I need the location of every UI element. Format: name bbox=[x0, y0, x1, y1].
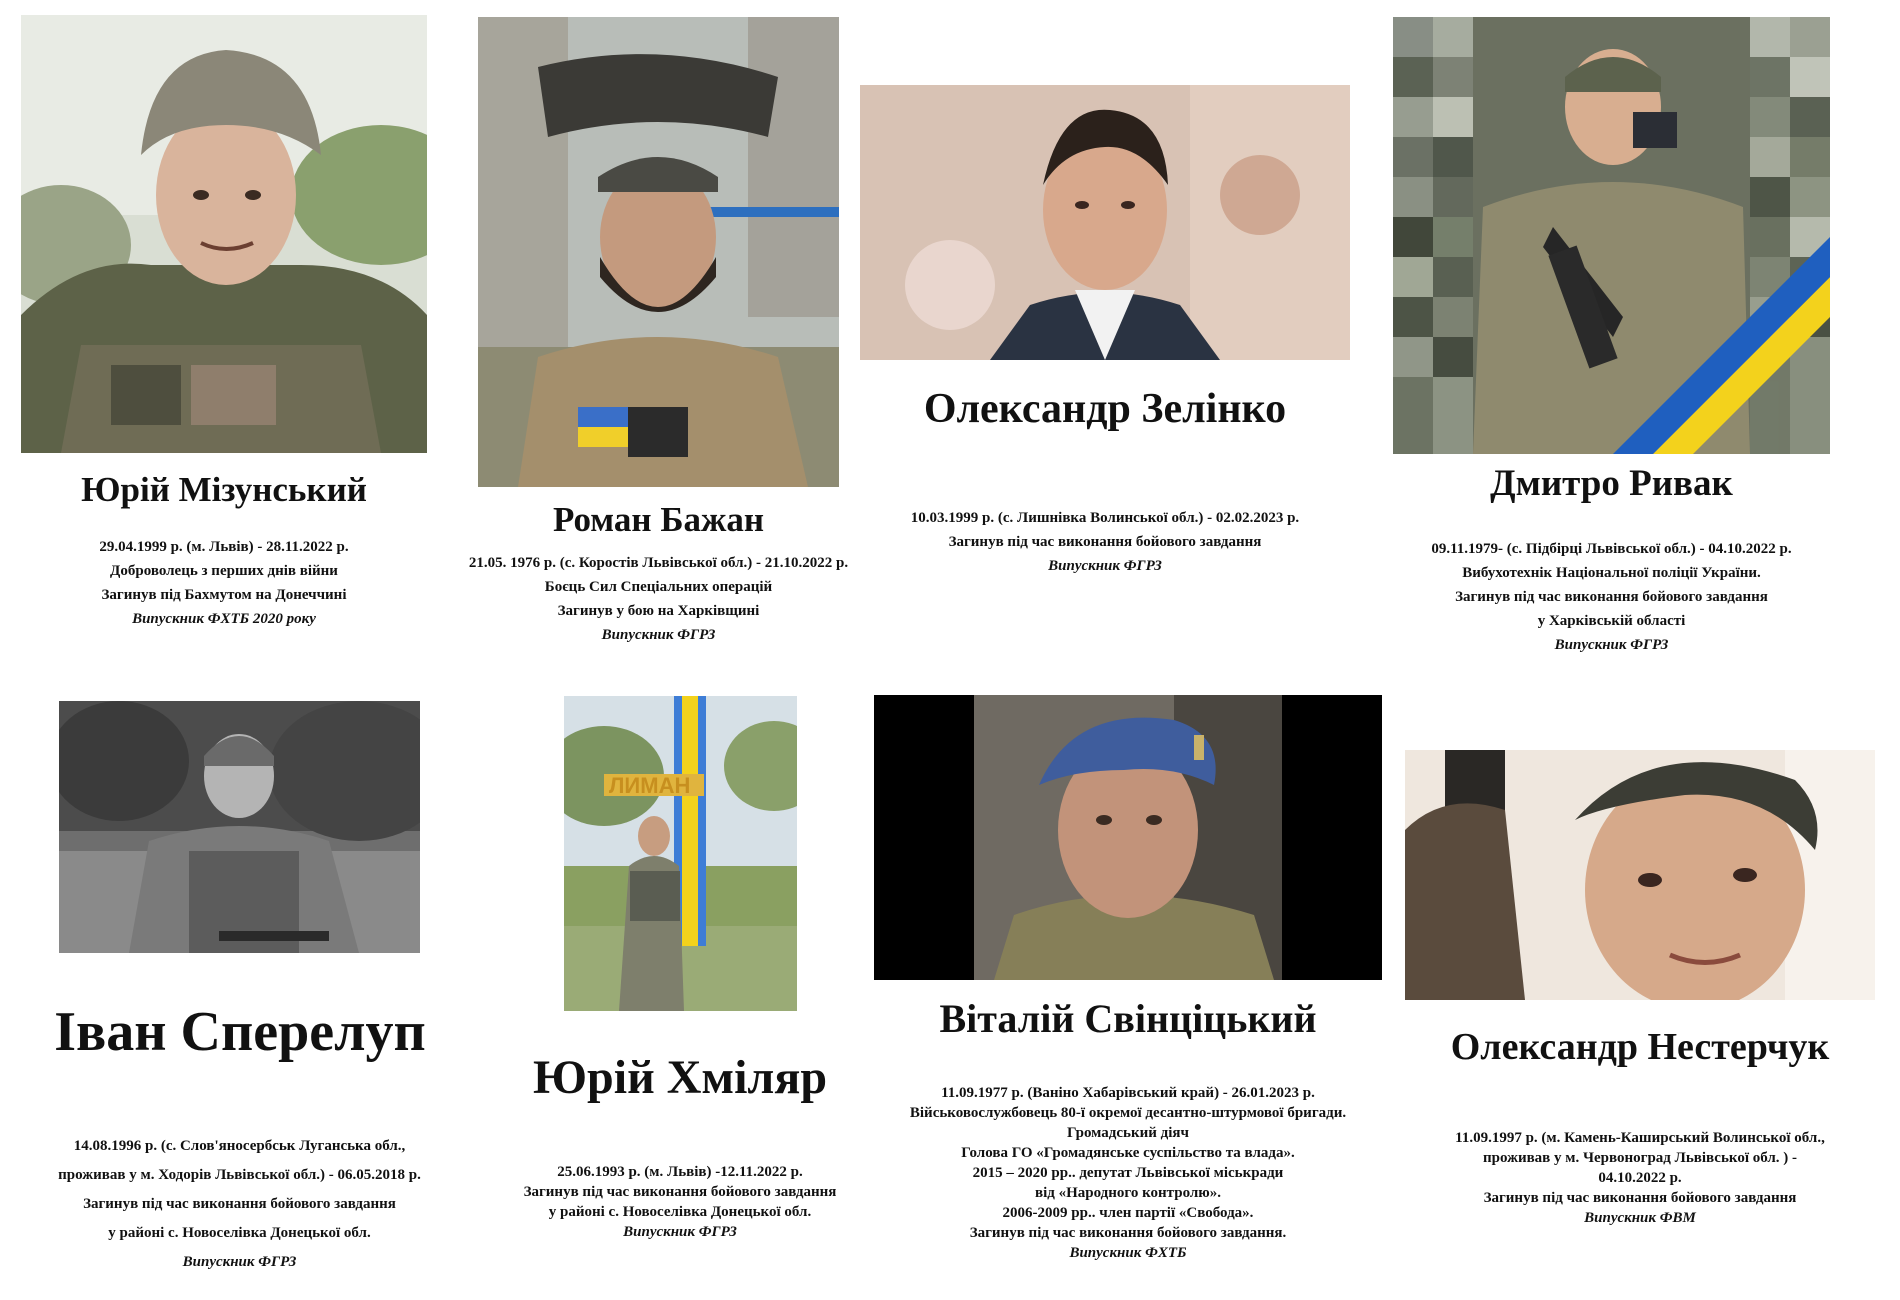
details-line: 21.05. 1976 р. (с. Коростів Львівської обл.) - 21.10.2022 р. bbox=[468, 555, 849, 571]
person-name: Юрій Хміляр bbox=[532, 1051, 828, 1104]
details-line: Загинув під час виконання бойового завдання bbox=[83, 1196, 396, 1212]
person-name: Дмитро Ривак bbox=[1490, 463, 1733, 504]
graduate-note: Випускник ФГРЗ bbox=[1554, 637, 1669, 653]
details-line: Загинув під час виконання бойового завдання bbox=[1455, 589, 1768, 605]
details-line: 10.03.1999 р. (с. Лишнівка Волинської обл.) - 02.02.2023 р. bbox=[910, 510, 1300, 526]
graduate-note: Випускник ФГРЗ bbox=[182, 1254, 297, 1270]
details-line: проживав у м. Ходорів Львівської обл.) - 06.05.2018 р. bbox=[58, 1167, 421, 1183]
details-line: 09.11.1979- (с. Підбірці Львівської обл.) - 04.10.2022 р. bbox=[1431, 541, 1792, 557]
portrait-photo bbox=[564, 696, 797, 1011]
person-name: Роман Бажан bbox=[552, 500, 765, 539]
details-line: 2015 – 2020 рр.. депутат Львівської міськради bbox=[972, 1165, 1284, 1181]
portrait-photo bbox=[478, 17, 839, 487]
details-line: Загинув під час виконання бойового завдання bbox=[523, 1184, 837, 1200]
details-line: 2006-2009 рр.. член партії «Свобода». bbox=[1002, 1205, 1254, 1221]
details-line: 29.04.1999 р. (м. Львів) - 28.11.2022 р. bbox=[99, 539, 349, 555]
details-line: у районі с. Новоселівка Донецької обл. bbox=[548, 1204, 812, 1220]
portrait-photo bbox=[59, 701, 420, 953]
details-line: Вибухотехнік Національної поліції України. bbox=[1462, 565, 1761, 581]
details-line: 14.08.1996 р. (с. Слов'яносербськ Луганська обл., bbox=[73, 1138, 406, 1154]
details-line: у Харківській області bbox=[1537, 613, 1686, 629]
details-line: Загинув під час виконання бойового завдання. bbox=[969, 1225, 1287, 1241]
person-details bbox=[21, 535, 427, 631]
details-line: 04.10.2022 р. bbox=[1598, 1170, 1682, 1186]
portrait-photo bbox=[874, 695, 1382, 980]
person-details bbox=[1373, 537, 1850, 657]
details-line: Громадський діяч bbox=[1067, 1125, 1189, 1141]
portrait-photo bbox=[1393, 17, 1830, 454]
details-line: Доброволець з перших днів війни bbox=[110, 563, 338, 579]
graduate-note: Випускник ФХТБ bbox=[1069, 1245, 1187, 1261]
person-name: Іван Сперелуп bbox=[54, 1001, 426, 1063]
details-line: Загинув під час виконання бойового завдання bbox=[1483, 1190, 1797, 1206]
details-line: Загинув у бою на Харківщині bbox=[557, 603, 760, 619]
portrait-photo bbox=[1405, 750, 1875, 1000]
details-line: проживав у м. Червоноград Львівської обл. ) - bbox=[1482, 1150, 1798, 1166]
person-name: Юрій Мізунський bbox=[81, 470, 367, 509]
person-details bbox=[828, 1083, 1428, 1263]
details-line: 11.09.1977 р. (Ваніно Хабарівський край) - 26.01.2023 р. bbox=[941, 1085, 1315, 1101]
person-name: Віталій Свінціцький bbox=[939, 996, 1317, 1041]
person-details bbox=[1390, 1128, 1890, 1228]
details-line: у районі с. Новоселівка Донецької обл. bbox=[108, 1225, 371, 1241]
person-details bbox=[438, 551, 879, 647]
details-line: 11.09.1997 р. (м. Камень-Каширський Волинської обл., bbox=[1455, 1130, 1825, 1146]
graduate-note: Випускник ФГРЗ bbox=[1048, 558, 1162, 574]
details-line: Боєць Сил Спеціальних операцій bbox=[544, 579, 773, 595]
details-line: від «Народного контролю». bbox=[1034, 1185, 1221, 1201]
person-details bbox=[19, 1132, 460, 1277]
sign-text: ЛИМАН bbox=[609, 773, 691, 798]
portrait-photo bbox=[860, 85, 1350, 360]
details-line: Загинув під час виконання бойового завдання bbox=[948, 534, 1262, 550]
portrait-photo bbox=[21, 15, 427, 453]
details-line: Голова ГО «Громадянське суспільство та влада». bbox=[961, 1145, 1295, 1161]
graduate-note: Випускник ФГРЗ bbox=[623, 1224, 737, 1240]
person-name: Олександр Зелінко bbox=[923, 386, 1287, 432]
graduate-note: Випускник ФГРЗ bbox=[601, 627, 716, 643]
person-name: Олександр Нестерчук bbox=[1450, 1026, 1830, 1068]
details-line: Загинув під Бахмутом на Донеччині bbox=[101, 587, 347, 603]
graduate-note: Випускник ФХТБ 2020 року bbox=[132, 611, 316, 627]
person-details bbox=[860, 506, 1350, 578]
graduate-note: Випускник ФВМ bbox=[1584, 1210, 1696, 1226]
details-line: Військовослужбовець 80-ї окремої десантно-штурмової бригади. bbox=[909, 1105, 1347, 1121]
details-line: 25.06.1993 р. (м. Львів) -12.11.2022 р. bbox=[557, 1164, 803, 1180]
